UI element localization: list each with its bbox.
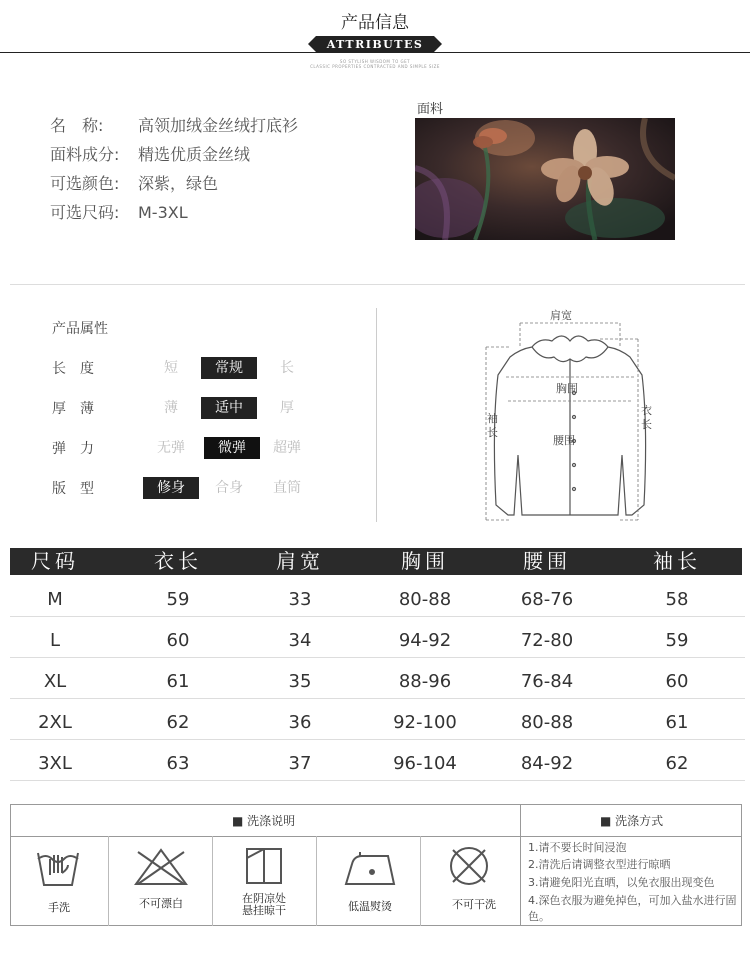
table-row-rule bbox=[10, 616, 745, 617]
size-cell-length: 60 bbox=[166, 630, 190, 651]
diagram-shoulder-label: 肩宽 bbox=[550, 309, 572, 322]
th-sleeve: 袖长 bbox=[653, 549, 701, 573]
attr-elasticity-slight: 微弹 bbox=[204, 437, 260, 459]
care-label-hand-wash: 手洗 bbox=[48, 901, 70, 914]
size-cell-chest: 88-96 bbox=[398, 671, 452, 692]
header-subtext: SO STYLISH WISDOM TO GET CLASSIC PROPERTIES CONTRACTED AND SIMPLE SIZE bbox=[310, 59, 440, 69]
size-cell-length: 62 bbox=[166, 712, 190, 733]
size-cell-sleeve: 60 bbox=[665, 671, 689, 692]
info-material: 面料成分: 精选优质金丝绒 bbox=[50, 145, 251, 164]
size-cell-size: 2XL bbox=[38, 712, 72, 733]
size-cell-chest: 94-92 bbox=[398, 630, 452, 651]
size-cell-sleeve: 58 bbox=[665, 589, 689, 610]
size-cell-length: 59 bbox=[166, 589, 190, 610]
size-cell-size: M bbox=[47, 589, 63, 610]
diagram-chest-label: 胸围 bbox=[556, 382, 578, 395]
care-header-rule bbox=[10, 836, 742, 837]
attr-thickness-thick: 厚 bbox=[280, 400, 294, 416]
attr-length-regular: 常规 bbox=[201, 357, 257, 379]
table-row-rule bbox=[10, 698, 745, 699]
size-cell-length: 61 bbox=[166, 671, 190, 692]
fabric-swatch-image bbox=[415, 118, 675, 240]
size-cell-waist: 76-84 bbox=[520, 671, 574, 692]
attr-length-short: 短 bbox=[164, 360, 178, 376]
size-cell-waist: 84-92 bbox=[520, 753, 574, 774]
size-cell-waist: 72-80 bbox=[520, 630, 574, 651]
size-cell-chest: 96-104 bbox=[393, 753, 457, 774]
table-row-rule bbox=[10, 780, 745, 781]
care-note-3: 3.请避免阳光直晒，以免衣服出现变色 bbox=[528, 876, 715, 889]
attr-elasticity-label: 弹 力 bbox=[52, 441, 94, 457]
care-sep bbox=[420, 836, 421, 926]
size-cell-length: 63 bbox=[166, 753, 190, 774]
size-cell-size: XL bbox=[43, 671, 67, 692]
size-cell-chest: 80-88 bbox=[398, 589, 452, 610]
attr-thickness-medium: 适中 bbox=[201, 397, 257, 419]
size-cell-waist: 80-88 bbox=[520, 712, 574, 733]
care-label-no-bleach: 不可漂白 bbox=[139, 897, 183, 910]
th-waist: 腰围 bbox=[523, 549, 571, 573]
low-iron-icon bbox=[342, 850, 400, 890]
attr-thickness-thin: 薄 bbox=[164, 400, 178, 416]
size-cell-sleeve: 59 bbox=[665, 630, 689, 651]
size-cell-shoulder: 35 bbox=[288, 671, 312, 692]
table-row-rule bbox=[10, 657, 745, 658]
attr-fit-slim: 修身 bbox=[143, 477, 199, 499]
wash-instructions-title: ■ 洗涤说明 bbox=[232, 814, 296, 828]
hand-wash-icon bbox=[34, 845, 82, 893]
table-row-rule bbox=[10, 739, 745, 740]
size-cell-shoulder: 33 bbox=[288, 589, 312, 610]
th-size: 尺码 bbox=[31, 549, 79, 573]
no-dry-clean-icon bbox=[447, 844, 491, 892]
size-cell-chest: 92-100 bbox=[393, 712, 457, 733]
info-colors: 可选颜色: 深紫，绿色 bbox=[50, 174, 219, 193]
th-length: 衣长 bbox=[154, 549, 202, 573]
attr-fit-straight: 直筒 bbox=[273, 480, 301, 496]
size-cell-sleeve: 61 bbox=[665, 712, 689, 733]
care-note-4: 4.深色衣服为避免掉色，可加入盐水进行固色。 bbox=[528, 894, 737, 923]
diagram-length-label: 衣长 bbox=[641, 404, 652, 431]
care-label-hang-dry: 在阴凉处 悬挂晾干 bbox=[242, 892, 286, 917]
info-sizes: 可选尺码: M-3XL bbox=[50, 203, 188, 222]
attr-fit-label: 版 型 bbox=[52, 481, 94, 497]
attributes-title: 产品属性 bbox=[52, 321, 108, 337]
care-label-no-dry-clean: 不可干洗 bbox=[452, 898, 496, 911]
no-bleach-icon bbox=[134, 848, 188, 890]
attr-length-long: 长 bbox=[280, 360, 294, 376]
diagram-sleeve-label: 袖长 bbox=[487, 412, 498, 439]
care-sep bbox=[212, 836, 213, 926]
attributes-banner: ATTRIBUTES bbox=[316, 36, 434, 53]
care-note-2: 2.清洗后请调整衣型进行晾晒 bbox=[528, 858, 671, 871]
wash-method-title: ■ 洗涤方式 bbox=[600, 814, 664, 828]
attr-fit-regular: 合身 bbox=[215, 480, 243, 496]
size-cell-size: L bbox=[49, 630, 61, 651]
th-shoulder: 肩宽 bbox=[276, 549, 324, 573]
size-cell-sleeve: 62 bbox=[665, 753, 689, 774]
size-cell-shoulder: 37 bbox=[288, 753, 312, 774]
fabric-label: 面料 bbox=[417, 102, 444, 117]
size-cell-shoulder: 34 bbox=[288, 630, 312, 651]
care-label-low-iron: 低温熨烫 bbox=[348, 900, 392, 913]
attr-length-label: 长 度 bbox=[52, 361, 94, 377]
hang-dry-shade-icon bbox=[244, 846, 284, 890]
page-title: 产品信息 bbox=[341, 13, 409, 33]
attr-elasticity-super: 超弹 bbox=[273, 440, 301, 456]
size-cell-size: 3XL bbox=[38, 753, 72, 774]
section-divider bbox=[10, 284, 745, 285]
shirt-outline-icon bbox=[470, 305, 670, 525]
attr-thickness-label: 厚 薄 bbox=[52, 401, 94, 417]
size-cell-waist: 68-76 bbox=[520, 589, 574, 610]
vertical-divider bbox=[376, 308, 377, 522]
diagram-waist-label: 腰围 bbox=[553, 434, 575, 447]
attr-elasticity-none: 无弹 bbox=[157, 440, 185, 456]
care-sep bbox=[316, 836, 317, 926]
size-diagram bbox=[470, 305, 670, 525]
th-chest: 胸围 bbox=[401, 549, 449, 573]
size-cell-shoulder: 36 bbox=[288, 712, 312, 733]
info-name: 名 称: 高领加绒金丝绒打底衫 bbox=[50, 116, 299, 135]
care-note-1: 1.请不要长时间浸泡 bbox=[528, 841, 627, 854]
